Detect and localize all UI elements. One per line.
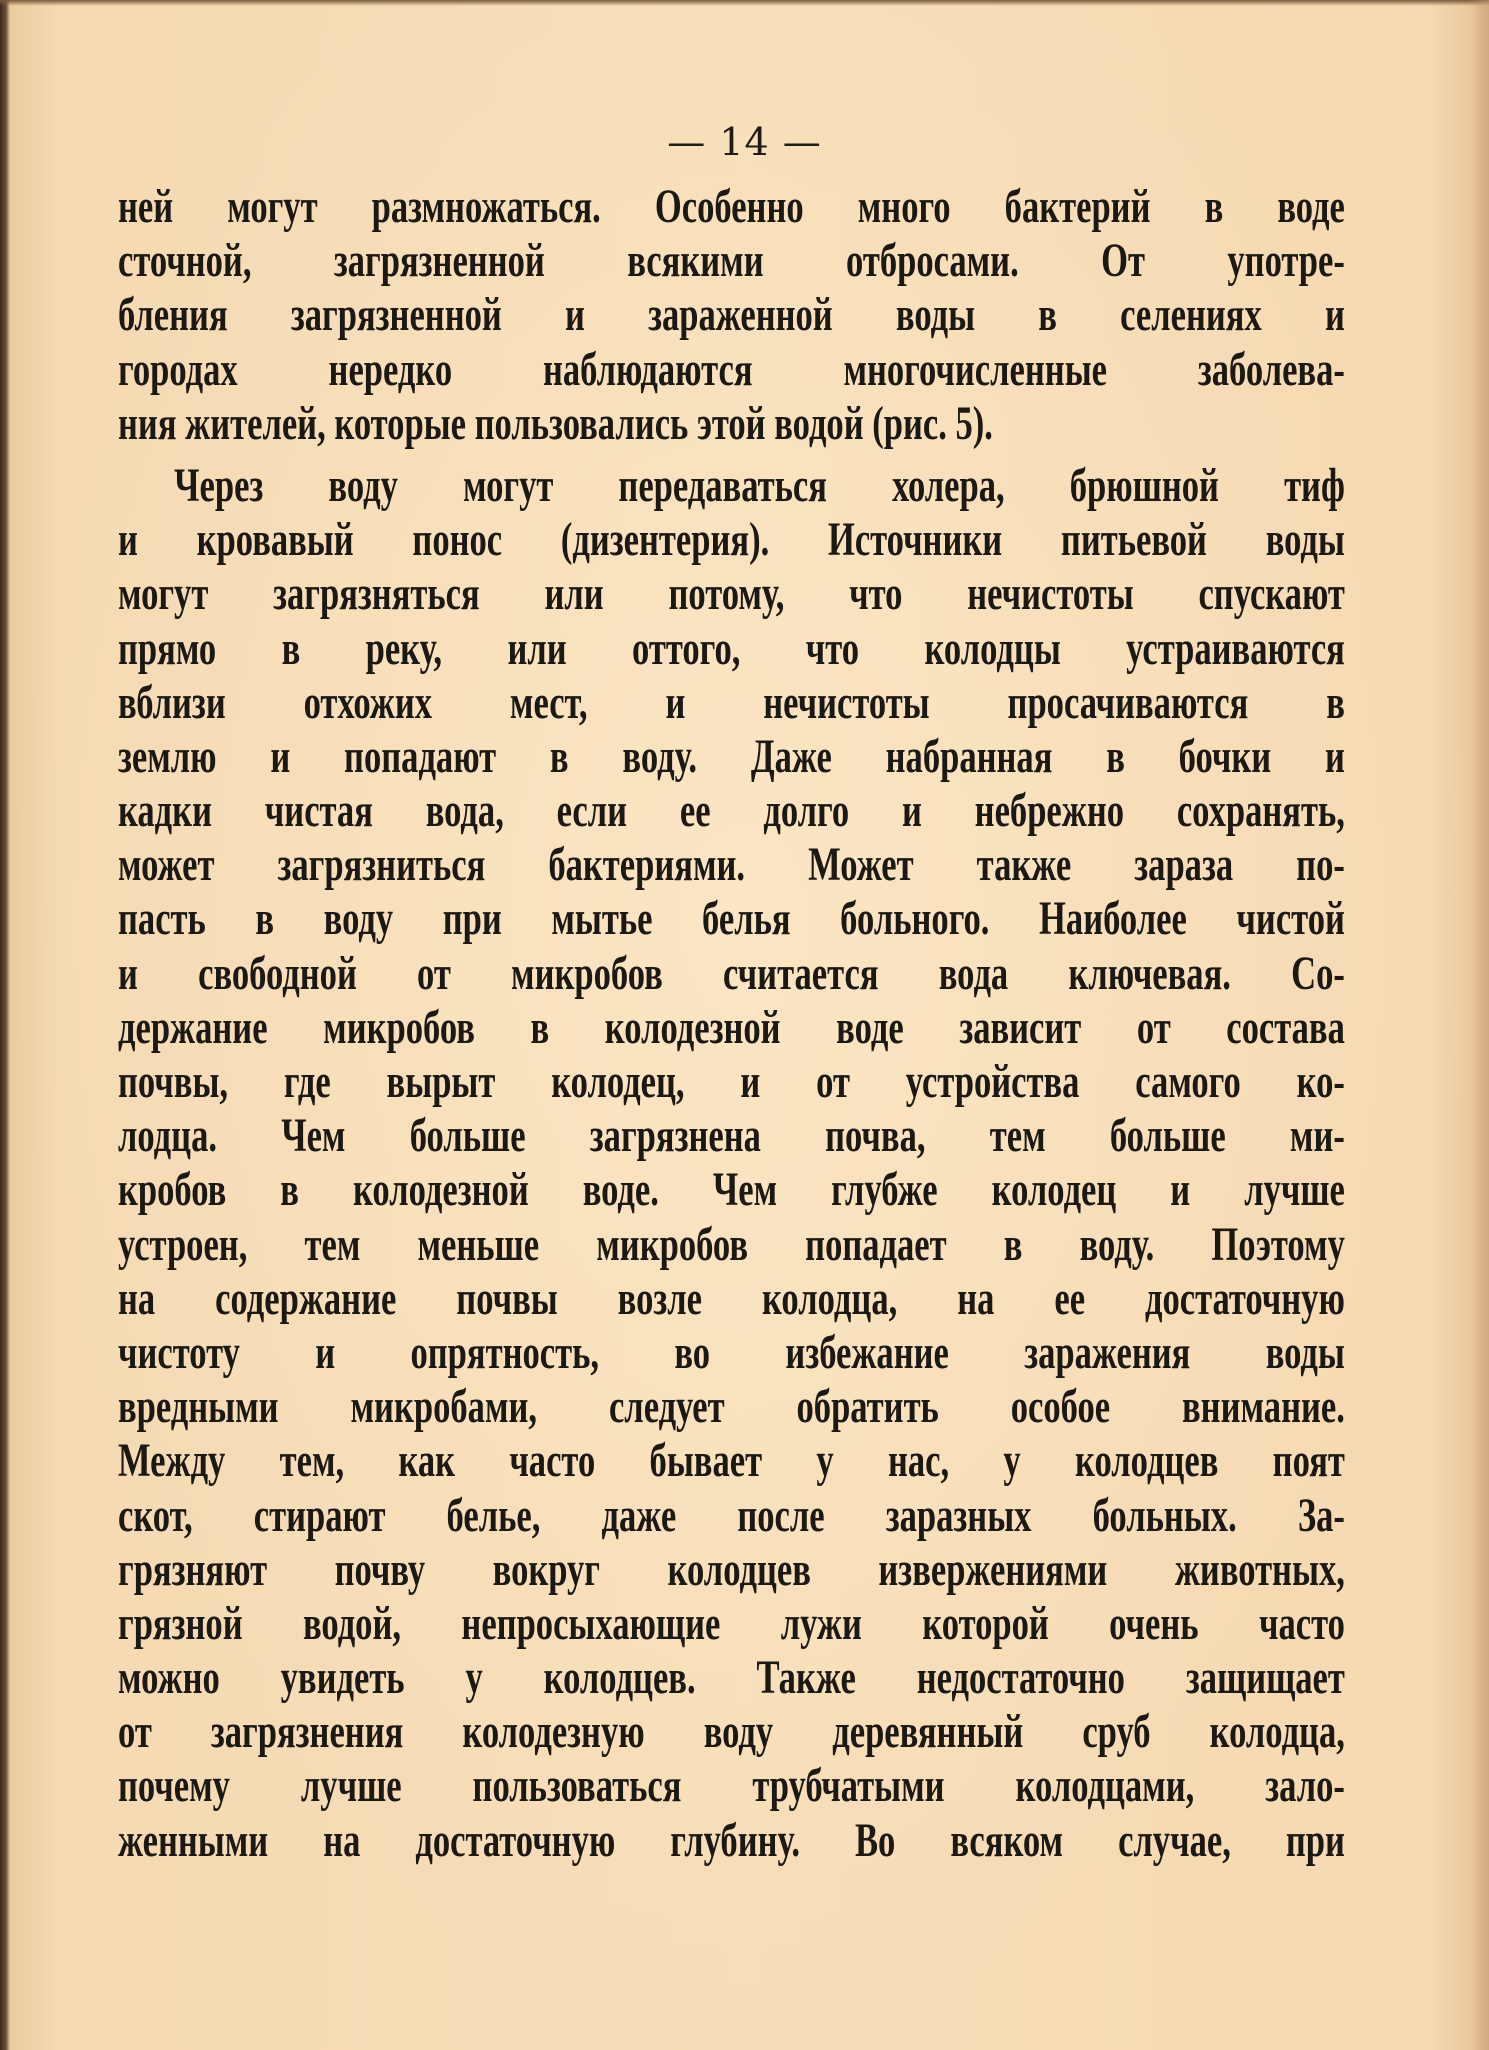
text-line: вредными микробами, следует обратить особое внимание. bbox=[118, 1380, 1345, 1434]
text-line: землю и попадают в воду. Даже набранная в бочки и bbox=[118, 729, 1345, 783]
text-line: можно увидеть у колодцев. Также недостаточно защищает bbox=[118, 1651, 1345, 1705]
text-line: скот, стирают белье, даже после заразных больных. За- bbox=[118, 1488, 1345, 1542]
text-line: чистоту и опрятность, во избежание заражения воды bbox=[118, 1325, 1345, 1379]
text-line: лодца. Чем больше загрязнена почва, тем больше ми- bbox=[118, 1109, 1345, 1163]
text-line: городах нередко наблюдаются многочисленные заболева- bbox=[118, 342, 1345, 396]
text-line: на содержание почвы возле колодца, на ее достаточную bbox=[118, 1271, 1345, 1325]
paragraph-gap bbox=[118, 451, 1004, 459]
text-line: прямо в реку, или оттого, что колодцы устраиваются bbox=[118, 621, 1345, 675]
text-line: ния жителей, которые пользовались этой водой (рис. 5). bbox=[118, 396, 993, 450]
text-line: кробов в колодезной воде. Чем глубже колодец и лучше bbox=[118, 1163, 1345, 1217]
page-number: — 14 — bbox=[667, 120, 822, 164]
text-line: Через воду могут передаваться холера, брюшной тиф bbox=[174, 458, 1345, 512]
page-edge-shadow-right bbox=[1469, 0, 1489, 2050]
text-line: и кровавый понос (дизентерия). Источники питьевой воды bbox=[118, 513, 1345, 567]
text-line: почему лучше пользоваться трубчатыми колодцами, зало- bbox=[118, 1759, 1345, 1813]
text-line: держание микробов в колодезной воде зависит от состава bbox=[118, 1000, 1345, 1054]
text-line: ней могут размножаться. Особенно много бактерий в воде bbox=[118, 180, 1345, 233]
text-line: и свободной от микробов считается вода ключевая. Со- bbox=[118, 946, 1345, 1000]
text-line: пасть в воду при мытье белья больного. Наиболее чистой bbox=[118, 892, 1345, 946]
text-line: сточной, загрязненной всякими отбросами. От употре- bbox=[118, 234, 1345, 288]
text-line: бления загрязненной и зараженной воды в селениях и bbox=[118, 288, 1345, 342]
text-line: устроен, тем меньше микробов попадает в воду. Поэтому bbox=[118, 1217, 1345, 1271]
page-edge-shadow-left bbox=[0, 0, 10, 2050]
text-line: может загрязниться бактериями. Может также зараза по- bbox=[118, 838, 1345, 892]
text-line: могут загрязняться или потому, что нечистоты спускают bbox=[118, 567, 1345, 621]
text-line: грязной водой, непросыхающие лужи которой очень часто bbox=[118, 1596, 1345, 1650]
text-line: почвы, где вырыт колодец, и от устройства самого ко- bbox=[118, 1055, 1345, 1108]
text-line: от загрязнения колодезную воду деревянный сруб колодца, bbox=[118, 1705, 1345, 1759]
page-edge-shadow-top bbox=[0, 0, 1489, 6]
text-line: женными на достаточную глубину. Во всяком случае, при bbox=[118, 1813, 1345, 1867]
body-text bbox=[118, 180, 1345, 1868]
text-line: Между тем, как часто бывает у нас, у колодцев поят bbox=[118, 1434, 1345, 1488]
text-line: кадки чистая вода, если ее долго и небрежно сохранять, bbox=[118, 784, 1345, 838]
text-line: грязняют почву вокруг колодцев извержениями животных, bbox=[118, 1542, 1345, 1596]
text-line: вблизи отхожих мест, и нечистоты просачиваются в bbox=[118, 675, 1345, 729]
